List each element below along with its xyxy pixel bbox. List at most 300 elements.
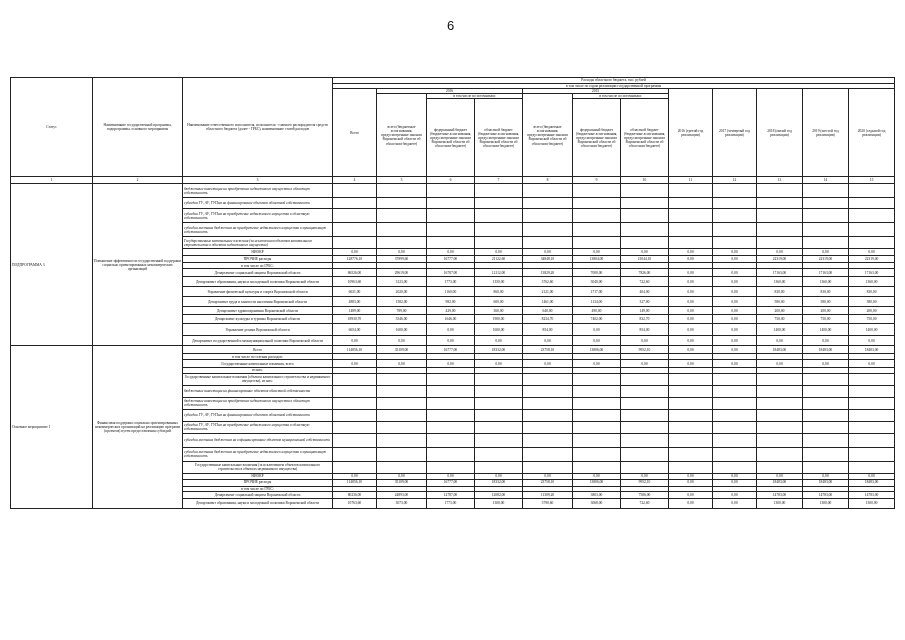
value-cell: 429,00 xyxy=(427,307,475,315)
value-cell: 0,00 xyxy=(713,360,757,368)
value-cell: 35109,00 xyxy=(377,479,427,486)
row-label: бюджетные инвестиции на приобретение недвижимого имущества в областную собственность xyxy=(183,397,333,409)
value-cell xyxy=(757,373,803,385)
value-cell xyxy=(573,433,621,447)
table-row xyxy=(11,346,895,354)
row-label: в том числе по ГРБС: xyxy=(183,263,333,269)
value-cell: 0,00 xyxy=(849,336,895,346)
value-cell xyxy=(377,421,427,433)
value-cell: 0,00 xyxy=(573,324,621,336)
header-year-2015: 2015 xyxy=(523,89,669,94)
value-cell xyxy=(669,237,713,249)
value-cell: 750,00 xyxy=(849,315,895,324)
column-number: 13 xyxy=(757,177,803,184)
row-label: субсидии ГУ, АУ, ГУПам на финансирование объектов областной собственности xyxy=(183,198,333,209)
value-cell xyxy=(713,421,757,433)
value-cell: 0,00 xyxy=(713,336,757,346)
value-cell xyxy=(573,421,621,433)
row-label: Департамент культуры и туризма Воронежской области xyxy=(183,315,333,324)
value-cell: 0,00 xyxy=(713,479,757,486)
row-label: Государственные капитальные вложения, всего xyxy=(183,360,333,368)
column-number: 9 xyxy=(573,177,621,184)
value-cell: 2020,00 xyxy=(377,287,427,297)
value-cell: 0,00 xyxy=(713,491,757,498)
value-cell: 18332,00 xyxy=(475,346,523,354)
value-cell xyxy=(849,223,895,237)
value-cell: 580,00 xyxy=(757,297,803,307)
value-cell xyxy=(475,397,523,409)
value-cell xyxy=(757,447,803,461)
value-cell xyxy=(803,223,849,237)
value-cell: 640,00 xyxy=(523,307,573,315)
column-number: 4 xyxy=(333,177,377,184)
value-cell: 0,00 xyxy=(713,307,757,315)
value-cell: 0,00 xyxy=(669,498,713,508)
value-cell: 0,00 xyxy=(523,360,573,368)
value-cell: 0,00 xyxy=(669,324,713,336)
value-cell: 17163,00 xyxy=(803,269,849,277)
value-cell xyxy=(803,409,849,421)
value-cell: 0,00 xyxy=(377,473,427,479)
value-cell: 2121,00 xyxy=(523,287,573,297)
program-cell: Финансовая поддержка социально ориентированных некоммерческих организаций на реализацию программ (проектов) путем предоставления субсидий xyxy=(93,346,183,508)
value-cell xyxy=(333,385,377,397)
value-cell xyxy=(333,461,377,473)
value-cell xyxy=(803,447,849,461)
value-cell xyxy=(803,237,849,249)
value-cell: 3068,00 xyxy=(573,498,621,508)
value-cell: 37899,60 xyxy=(377,256,427,263)
value-cell: 14783,00 xyxy=(757,491,803,498)
value-cell: 13804,00 xyxy=(573,256,621,263)
value-cell: 0,00 xyxy=(713,249,757,256)
value-cell: 18483,00 xyxy=(757,479,803,486)
header-indicator: Наименование ответственного исполнителя, исполнителя - главного распорядителя средств областного бюджета (далее - ГРБС), наименование статей расходов xyxy=(183,78,333,177)
value-cell xyxy=(333,184,377,198)
column-number: 1 xyxy=(11,177,93,184)
value-cell: 854,00 xyxy=(523,324,573,336)
value-cell: 1717,00 xyxy=(573,287,621,297)
value-cell xyxy=(757,433,803,447)
value-cell: 12082,00 xyxy=(475,491,523,498)
value-cell xyxy=(573,237,621,249)
value-cell xyxy=(427,223,475,237)
value-cell: 0,00 xyxy=(333,249,377,256)
column-number: 15 xyxy=(849,177,895,184)
value-cell: 327,00 xyxy=(621,297,669,307)
value-cell xyxy=(377,223,427,237)
value-cell xyxy=(713,447,757,461)
value-cell: 1300,00 xyxy=(849,498,895,508)
value-cell xyxy=(523,461,573,473)
value-cell: 21122,60 xyxy=(475,256,523,263)
value-cell: 360,00 xyxy=(475,307,523,315)
value-cell: 18483,00 xyxy=(757,346,803,354)
value-cell xyxy=(427,198,475,209)
value-cell: 16777,00 xyxy=(427,256,475,263)
value-cell: 0,00 xyxy=(669,307,713,315)
value-cell xyxy=(333,373,377,385)
value-cell xyxy=(669,421,713,433)
value-cell xyxy=(427,237,475,249)
value-cell xyxy=(621,184,669,198)
value-cell: 10763,60 xyxy=(333,498,377,508)
value-cell: 0,00 xyxy=(523,336,573,346)
value-cell xyxy=(523,237,573,249)
value-cell: 0,00 xyxy=(713,256,757,263)
value-cell xyxy=(803,421,849,433)
value-cell xyxy=(621,461,669,473)
value-cell: 1582,00 xyxy=(377,297,427,307)
value-cell xyxy=(523,209,573,223)
value-cell: 1134,00 xyxy=(573,297,621,307)
header-y2018: 2018 (пятый год реализации) xyxy=(757,89,803,177)
program-cell: Повышение эффективности государственной поддержки социально ориентированных некоммерческих организаций xyxy=(93,184,183,346)
value-cell xyxy=(333,421,377,433)
row-label: Департамент социальной защиты Воронежской области xyxy=(183,269,333,277)
value-cell: 9952,10 xyxy=(621,479,669,486)
value-cell: 149,00 xyxy=(621,307,669,315)
column-number: 10 xyxy=(621,177,669,184)
value-cell: 0,00 xyxy=(621,360,669,368)
value-cell: 1360,00 xyxy=(803,277,849,287)
table-row xyxy=(11,184,895,198)
value-cell: 14783,00 xyxy=(849,491,895,498)
value-cell: 0,00 xyxy=(669,315,713,324)
value-cell: 4883,00 xyxy=(333,297,377,307)
value-cell: 0,00 xyxy=(713,346,757,354)
value-cell xyxy=(573,209,621,223)
row-label: ПРОЧИЕ расходы xyxy=(183,479,333,486)
value-cell xyxy=(333,209,377,223)
value-cell xyxy=(757,409,803,421)
value-cell xyxy=(427,409,475,421)
value-cell: 0,00 xyxy=(803,360,849,368)
column-number: 7 xyxy=(475,177,523,184)
value-cell: 0,00 xyxy=(713,473,757,479)
value-cell xyxy=(573,397,621,409)
value-cell xyxy=(757,421,803,433)
row-label: в том числе по статьям расходов: xyxy=(183,354,333,360)
value-cell xyxy=(621,223,669,237)
value-cell: 0,00 xyxy=(427,360,475,368)
value-cell: 13806,00 xyxy=(573,346,621,354)
value-cell xyxy=(377,433,427,447)
row-label: бюджетные инвестиции на финансирование объектов областной собственности xyxy=(183,385,333,397)
value-cell: 0,00 xyxy=(475,360,523,368)
value-cell xyxy=(523,184,573,198)
row-label: Государственные капитальные вложения (за исключением объектов капитального строительства в объектах недвижимого имущества) xyxy=(183,237,333,249)
header-all-2016: всего (бюджетные ассигнования, предусмотренные законом Воронежской области об областном бюджете) xyxy=(377,94,427,177)
header-status: Статус xyxy=(11,78,93,177)
value-cell xyxy=(669,461,713,473)
header-y2017: 2017 (четвертый год реализации) xyxy=(713,89,757,177)
value-cell: 3762,60 xyxy=(523,277,573,287)
value-cell: 0,00 xyxy=(849,249,895,256)
value-cell: 0,00 xyxy=(713,297,757,307)
value-cell: 1350,00 xyxy=(475,277,523,287)
value-cell: 0,00 xyxy=(803,336,849,346)
value-cell: 0,00 xyxy=(523,473,573,479)
value-cell: 580,00 xyxy=(849,297,895,307)
value-cell: 1600,00 xyxy=(377,324,427,336)
value-cell xyxy=(377,447,427,461)
value-cell: 404,00 xyxy=(621,287,669,297)
value-cell xyxy=(427,421,475,433)
value-cell xyxy=(377,409,427,421)
row-label: в том числе по ГРБС: xyxy=(183,486,333,491)
value-cell xyxy=(475,373,523,385)
value-cell: 0,00 xyxy=(803,249,849,256)
value-cell: 16777,00 xyxy=(427,479,475,486)
value-cell: 7000,00 xyxy=(573,269,621,277)
value-cell: 0,00 xyxy=(713,269,757,277)
row-label: Всего xyxy=(183,346,333,354)
value-cell: 22319,00 xyxy=(757,256,803,263)
value-cell: 0,00 xyxy=(849,360,895,368)
value-cell: 1400,00 xyxy=(849,324,895,336)
row-label: субсидии местным бюджетам на приобретение недвижимого имущества в муниципальную собственность xyxy=(183,223,333,237)
value-cell: 0,00 xyxy=(573,249,621,256)
value-cell: 128776,10 xyxy=(333,256,377,263)
value-cell xyxy=(475,385,523,397)
value-cell xyxy=(333,223,377,237)
value-cell xyxy=(849,421,895,433)
value-cell: 1900,00 xyxy=(475,315,523,324)
value-cell xyxy=(523,433,573,447)
value-cell xyxy=(621,397,669,409)
value-cell: 0,00 xyxy=(713,324,757,336)
value-cell: 18930,70 xyxy=(333,315,377,324)
value-cell: 0,00 xyxy=(333,336,377,346)
value-cell: 22319,00 xyxy=(803,256,849,263)
header-fed-2015: федеральный бюджет (бюджетные ассигнования, предусмотренные законом Воронежской области об областном бюджете) xyxy=(573,99,621,177)
value-cell: 0,00 xyxy=(333,360,377,368)
value-cell xyxy=(621,447,669,461)
row-label: Департамент образования, науки и молодежной политики Воронежской области xyxy=(183,498,333,508)
value-cell: 0,00 xyxy=(377,360,427,368)
value-cell: 789,00 xyxy=(377,307,427,315)
value-cell xyxy=(475,237,523,249)
value-cell xyxy=(669,397,713,409)
value-cell xyxy=(427,184,475,198)
value-cell xyxy=(475,209,523,223)
value-cell xyxy=(523,223,573,237)
value-cell xyxy=(669,373,713,385)
value-cell xyxy=(333,397,377,409)
row-label: Управление делами Воронежской области xyxy=(183,324,333,336)
value-cell xyxy=(849,397,895,409)
value-cell xyxy=(377,209,427,223)
value-cell: 7826,00 xyxy=(621,269,669,277)
column-number: 2 xyxy=(93,177,183,184)
value-cell xyxy=(849,409,895,421)
value-cell: 0,00 xyxy=(669,346,713,354)
value-cell xyxy=(523,397,573,409)
value-cell: 0,00 xyxy=(523,249,573,256)
value-cell: 0,00 xyxy=(475,336,523,346)
column-numbers-row xyxy=(11,177,895,184)
value-cell: 7506,00 xyxy=(621,491,669,498)
value-cell: 580,00 xyxy=(803,297,849,307)
value-cell xyxy=(757,209,803,223)
header-all-2015: всего (бюджетные ассигнования, предусмотренные законом Воронежской области об областном бюджете) xyxy=(523,94,573,177)
value-cell xyxy=(333,237,377,249)
value-cell xyxy=(475,421,523,433)
value-cell: 18483,00 xyxy=(849,479,895,486)
row-label: из них: xyxy=(183,368,333,373)
value-cell xyxy=(621,421,669,433)
value-cell: 0,00 xyxy=(427,336,475,346)
value-cell xyxy=(573,184,621,198)
header-budget-sub: в том числе по годам реализации государственной программы xyxy=(333,84,895,89)
value-cell: 0,00 xyxy=(757,336,803,346)
header-year-2016: 2016 xyxy=(377,89,523,94)
value-cell: 80236,00 xyxy=(333,491,377,498)
value-cell: 24893,00 xyxy=(377,491,427,498)
value-cell xyxy=(475,409,523,421)
value-cell xyxy=(523,385,573,397)
page-number: 6 xyxy=(447,18,455,33)
value-cell: 830,00 xyxy=(849,287,895,297)
value-cell: 0,00 xyxy=(803,473,849,479)
value-cell: 13806,00 xyxy=(573,479,621,486)
value-cell xyxy=(803,397,849,409)
value-cell: 0,00 xyxy=(713,498,757,508)
value-cell xyxy=(621,385,669,397)
value-cell: 12787,00 xyxy=(427,491,475,498)
value-cell: 1400,00 xyxy=(803,324,849,336)
value-cell: 1300,00 xyxy=(757,498,803,508)
value-cell: 0,00 xyxy=(621,336,669,346)
value-cell xyxy=(333,198,377,209)
value-cell: 0,00 xyxy=(713,315,757,324)
value-cell: 6631,00 xyxy=(333,287,377,297)
header-program: Наименование государственной программы, подпрограммы, основного мероприятия xyxy=(93,78,183,177)
value-cell xyxy=(523,421,573,433)
value-cell xyxy=(475,198,523,209)
value-cell: 0,00 xyxy=(669,473,713,479)
value-cell: 17163,00 xyxy=(849,269,895,277)
value-cell xyxy=(849,237,895,249)
value-cell xyxy=(621,433,669,447)
value-cell xyxy=(757,198,803,209)
value-cell xyxy=(427,209,475,223)
value-cell: 0,00 xyxy=(849,473,895,479)
value-cell: 8234,70 xyxy=(523,315,573,324)
value-cell xyxy=(475,447,523,461)
value-cell xyxy=(475,433,523,447)
value-cell: 0,00 xyxy=(713,287,757,297)
value-cell: 3790,60 xyxy=(523,498,573,508)
value-cell: 3546,00 xyxy=(377,315,427,324)
value-cell xyxy=(849,447,895,461)
header-total: Всего xyxy=(333,89,377,177)
header-y2016: 2016 (третий год реализации) xyxy=(669,89,713,177)
row-label: Департамент социальной защиты Воронежской области xyxy=(183,491,333,498)
value-cell: 0,00 xyxy=(573,336,621,346)
value-cell xyxy=(803,433,849,447)
header-incl-2015: в том числе по источникам: xyxy=(573,94,669,99)
value-cell: 35109,00 xyxy=(377,346,427,354)
row-label: Департамент образования, науки и молодежной политики Воронежской области xyxy=(183,277,333,287)
row-label: бюджетные инвестиции на приобретение недвижимого имущества в областную собственность xyxy=(183,184,333,198)
value-cell: 0,00 xyxy=(377,336,427,346)
row-label: ПРОЧИЕ расходы xyxy=(183,256,333,263)
value-cell: 18483,00 xyxy=(849,346,895,354)
row-label: Государственные капитальные вложения (за исключением объектов капитального строительства в объектах недвижимого имущества) xyxy=(183,461,333,473)
value-cell xyxy=(669,198,713,209)
row-label: субсидии ГУ, АУ, ГУПам на приобретение недвижимого имущества в областную собственность xyxy=(183,421,333,433)
value-cell xyxy=(669,409,713,421)
value-cell xyxy=(573,385,621,397)
row-label: субсидии местным бюджетам на софинансирование объектов муниципальной собственности xyxy=(183,433,333,447)
value-cell xyxy=(713,198,757,209)
value-cell: 0,00 xyxy=(757,249,803,256)
value-cell xyxy=(713,184,757,198)
budget-table xyxy=(10,77,895,509)
value-cell: 0,00 xyxy=(669,491,713,498)
status-cell: Основное мероприятие 1 xyxy=(11,346,93,508)
value-cell xyxy=(621,373,669,385)
value-cell xyxy=(377,373,427,385)
value-cell: 0,00 xyxy=(427,473,475,479)
value-cell xyxy=(757,385,803,397)
value-cell: 1300,00 xyxy=(475,498,523,508)
value-cell: 1646,00 xyxy=(427,315,475,324)
column-number: 14 xyxy=(803,177,849,184)
value-cell: 3123,00 xyxy=(377,277,427,287)
value-cell: 23758,10 xyxy=(523,346,573,354)
value-cell: 0,00 xyxy=(669,256,713,263)
value-cell: 832,70 xyxy=(621,315,669,324)
value-cell xyxy=(849,433,895,447)
value-cell: 0,00 xyxy=(669,269,713,277)
value-cell: 16777,00 xyxy=(427,346,475,354)
value-cell xyxy=(713,409,757,421)
value-cell: 16787,00 xyxy=(427,269,475,277)
value-cell: 0,00 xyxy=(757,473,803,479)
value-cell xyxy=(669,184,713,198)
value-cell: 1360,00 xyxy=(849,277,895,287)
value-cell xyxy=(427,447,475,461)
value-cell xyxy=(523,198,573,209)
value-cell: 0,00 xyxy=(621,249,669,256)
value-cell: 750,00 xyxy=(757,315,803,324)
row-label: НИОКР xyxy=(183,473,333,479)
value-cell: 1773,00 xyxy=(427,498,475,508)
value-cell: 0,00 xyxy=(573,360,621,368)
value-cell: 0,00 xyxy=(427,324,475,336)
column-number: 12 xyxy=(713,177,757,184)
row-label: Департамент труда и занятости населения Воронежской области xyxy=(183,297,333,307)
value-cell xyxy=(333,409,377,421)
value-cell: 17163,00 xyxy=(757,269,803,277)
value-cell: 200,00 xyxy=(757,307,803,315)
value-cell xyxy=(713,223,757,237)
value-cell: 12112,00 xyxy=(475,269,523,277)
row-label: НИОКР xyxy=(183,249,333,256)
value-cell: 722,60 xyxy=(621,498,669,508)
value-cell xyxy=(427,385,475,397)
value-cell: 0,00 xyxy=(573,473,621,479)
value-cell xyxy=(621,198,669,209)
value-cell xyxy=(757,184,803,198)
value-cell xyxy=(573,409,621,421)
value-cell: 200,00 xyxy=(849,307,895,315)
value-cell: 0,00 xyxy=(669,287,713,297)
value-cell xyxy=(849,198,895,209)
